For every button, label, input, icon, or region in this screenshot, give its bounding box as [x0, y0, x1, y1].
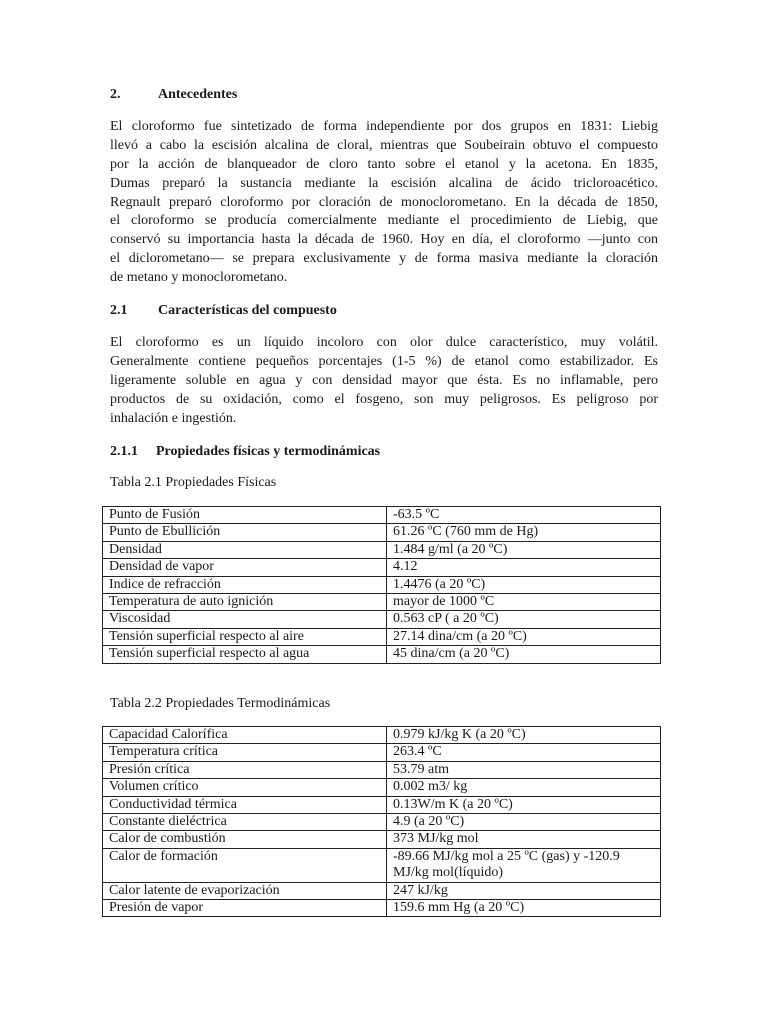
property-value-cell: 45 dina/cm (a 20 ºC): [387, 646, 661, 663]
table-row: [103, 628, 661, 645]
table-row: [103, 814, 661, 831]
section-2-1-1-heading: [110, 444, 380, 460]
table-row: [103, 848, 661, 882]
property-value-cell: 0.002 m3/ kg: [387, 779, 661, 796]
property-name-cell: Volumen crítico: [103, 779, 387, 796]
paragraph-line: el diclorometano— se prepara exclusivamente y de forma masiva mediante la cloración: [110, 251, 658, 267]
property-name-cell: Punto de Ebullición: [103, 524, 387, 541]
property-value-cell: 4.12: [387, 559, 661, 576]
property-name-cell: Tensión superficial respecto al aire: [103, 628, 387, 645]
table-row: [103, 761, 661, 778]
paragraph-line: Generalmente contiene pequeños porcentajes (1-5 %) de etanol como estabilizador. Es: [110, 353, 658, 369]
thermodynamic-properties-table: [102, 726, 661, 917]
property-name-cell: Calor de combustión: [103, 831, 387, 848]
paragraph-line: conservó su importancia hasta la década de 1960. Hoy en día, el cloroformo —junto con: [110, 232, 658, 248]
table-row: [103, 646, 661, 663]
property-value-cell: 0.563 cP ( a 20 ºC): [387, 611, 661, 628]
property-name-cell: Capacidad Calorífica: [103, 727, 387, 744]
paragraph-line: llevó a cabo la escisión alcalina de cloral, mientras que Soubeirain obtuvo el compuesto: [110, 137, 658, 153]
paragraph-line: Dumas preparó la sustancia mediante la escisión alcalina de ácido tricloroacético.: [110, 175, 658, 191]
table-row: [103, 779, 661, 796]
property-value-cell: 61.26 ºC (760 mm de Hg): [387, 524, 661, 541]
property-value-cell: 373 MJ/kg mol: [387, 831, 661, 848]
table-row: [103, 594, 661, 611]
table-row: [103, 900, 661, 917]
property-name-cell: Indice de refracción: [103, 576, 387, 593]
section-number: 2.1.1: [110, 444, 138, 459]
paragraph-line: El cloroformo fue sintetizado de forma independiente por dos grupos en 1831: Liebig: [110, 119, 658, 134]
property-name-cell: Calor latente de evaporización: [103, 882, 387, 899]
property-value-cell: -89.66 MJ/kg mol a 25 ºC (gas) y -120.9 MJ/kg mol(líquido): [387, 848, 661, 882]
section-2-heading: [110, 87, 237, 103]
property-name-cell: Punto de Fusión: [103, 507, 387, 524]
section-title: Antecedentes: [158, 87, 238, 102]
property-value-cell: -63.5 ºC: [387, 507, 661, 524]
physical-properties-table: [102, 506, 661, 664]
paragraph-line: productos de su oxidación, como el fosgeno, son muy peligrosos. Es peligroso por: [110, 391, 658, 407]
property-name-cell: Conductividad térmica: [103, 796, 387, 813]
property-name-cell: Temperatura de auto ignición: [103, 594, 387, 611]
paragraph-line: El cloroformo es un líquido incoloro con olor dulce característico, muy volátil.: [110, 335, 658, 350]
property-value-cell: 4.9 (a 20 ºC): [387, 814, 661, 831]
section-title: Características del compuesto: [158, 303, 337, 318]
property-value-cell: 159.6 mm Hg (a 20 ºC): [387, 900, 661, 917]
table-row: [103, 744, 661, 761]
table-1-caption: Tabla 2.1 Propiedades Físicas: [110, 475, 277, 490]
property-name-cell: Temperatura crítica: [103, 744, 387, 761]
section-2-1-heading: [110, 303, 337, 319]
property-name-cell: Tensión superficial respecto al agua: [103, 646, 387, 663]
paragraph-line: el cloroformo se producía comercialmente mediante el procedimiento de Liebig, que: [110, 213, 658, 229]
property-value-cell: 0.979 kJ/kg K (a 20 ºC): [387, 727, 661, 744]
table-row: [103, 576, 661, 593]
table-row: [103, 524, 661, 541]
section-2-1-paragraph: [110, 334, 658, 428]
paragraph-line: por la acción de blanqueador de cloro tanto sobre el etanol y la acetona. En 1835,: [110, 156, 658, 172]
property-value-cell: 247 kJ/kg: [387, 882, 661, 899]
paragraph-line: inhalación e ingestión.: [110, 410, 237, 426]
property-name-cell: Viscosidad: [103, 611, 387, 628]
table-row: [103, 727, 661, 744]
property-value-cell: 53.79 atm: [387, 761, 661, 778]
table-row: [103, 611, 661, 628]
table-row: [103, 831, 661, 848]
table-2-caption: Tabla 2.2 Propiedades Termodinámicas: [110, 696, 331, 711]
property-value-cell: 1.4476 (a 20 ºC): [387, 576, 661, 593]
property-name-cell: Presión crítica: [103, 761, 387, 778]
property-name-cell: Densidad: [103, 541, 387, 558]
property-name-cell: Densidad de vapor: [103, 559, 387, 576]
section-title: Propiedades físicas y termodinámicas: [156, 444, 381, 459]
property-value-cell: 27.14 dina/cm (a 20 ºC): [387, 628, 661, 645]
section-number: 2.: [110, 87, 121, 102]
property-value-cell: 0.13W/m K (a 20 ºC): [387, 796, 661, 813]
property-value-cell: mayor de 1000 ºC: [387, 594, 661, 611]
paragraph-line: ligeramente soluble en agua y con densidad mayor que ésta. Es no inflamable, pero: [110, 372, 658, 388]
section-number: 2.1: [110, 303, 128, 318]
property-name-cell: Calor de formación: [103, 848, 387, 882]
table-row: [103, 559, 661, 576]
table-row: [103, 796, 661, 813]
paragraph-line: de metano y monoclorometano.: [110, 270, 288, 286]
property-value-cell: 263.4 ºC: [387, 744, 661, 761]
property-name-cell: Presión de vapor: [103, 900, 387, 917]
table-row: [103, 507, 661, 524]
property-value-cell: 1.484 g/ml (a 20 ºC): [387, 541, 661, 558]
property-name-cell: Constante dieléctrica: [103, 814, 387, 831]
table-row: [103, 882, 661, 899]
table-row: [103, 541, 661, 558]
section-2-paragraph: [110, 118, 658, 288]
paragraph-line: Regnault preparó cloroformo por cloración de monoclorometano. En la década de 1850,: [110, 194, 658, 210]
